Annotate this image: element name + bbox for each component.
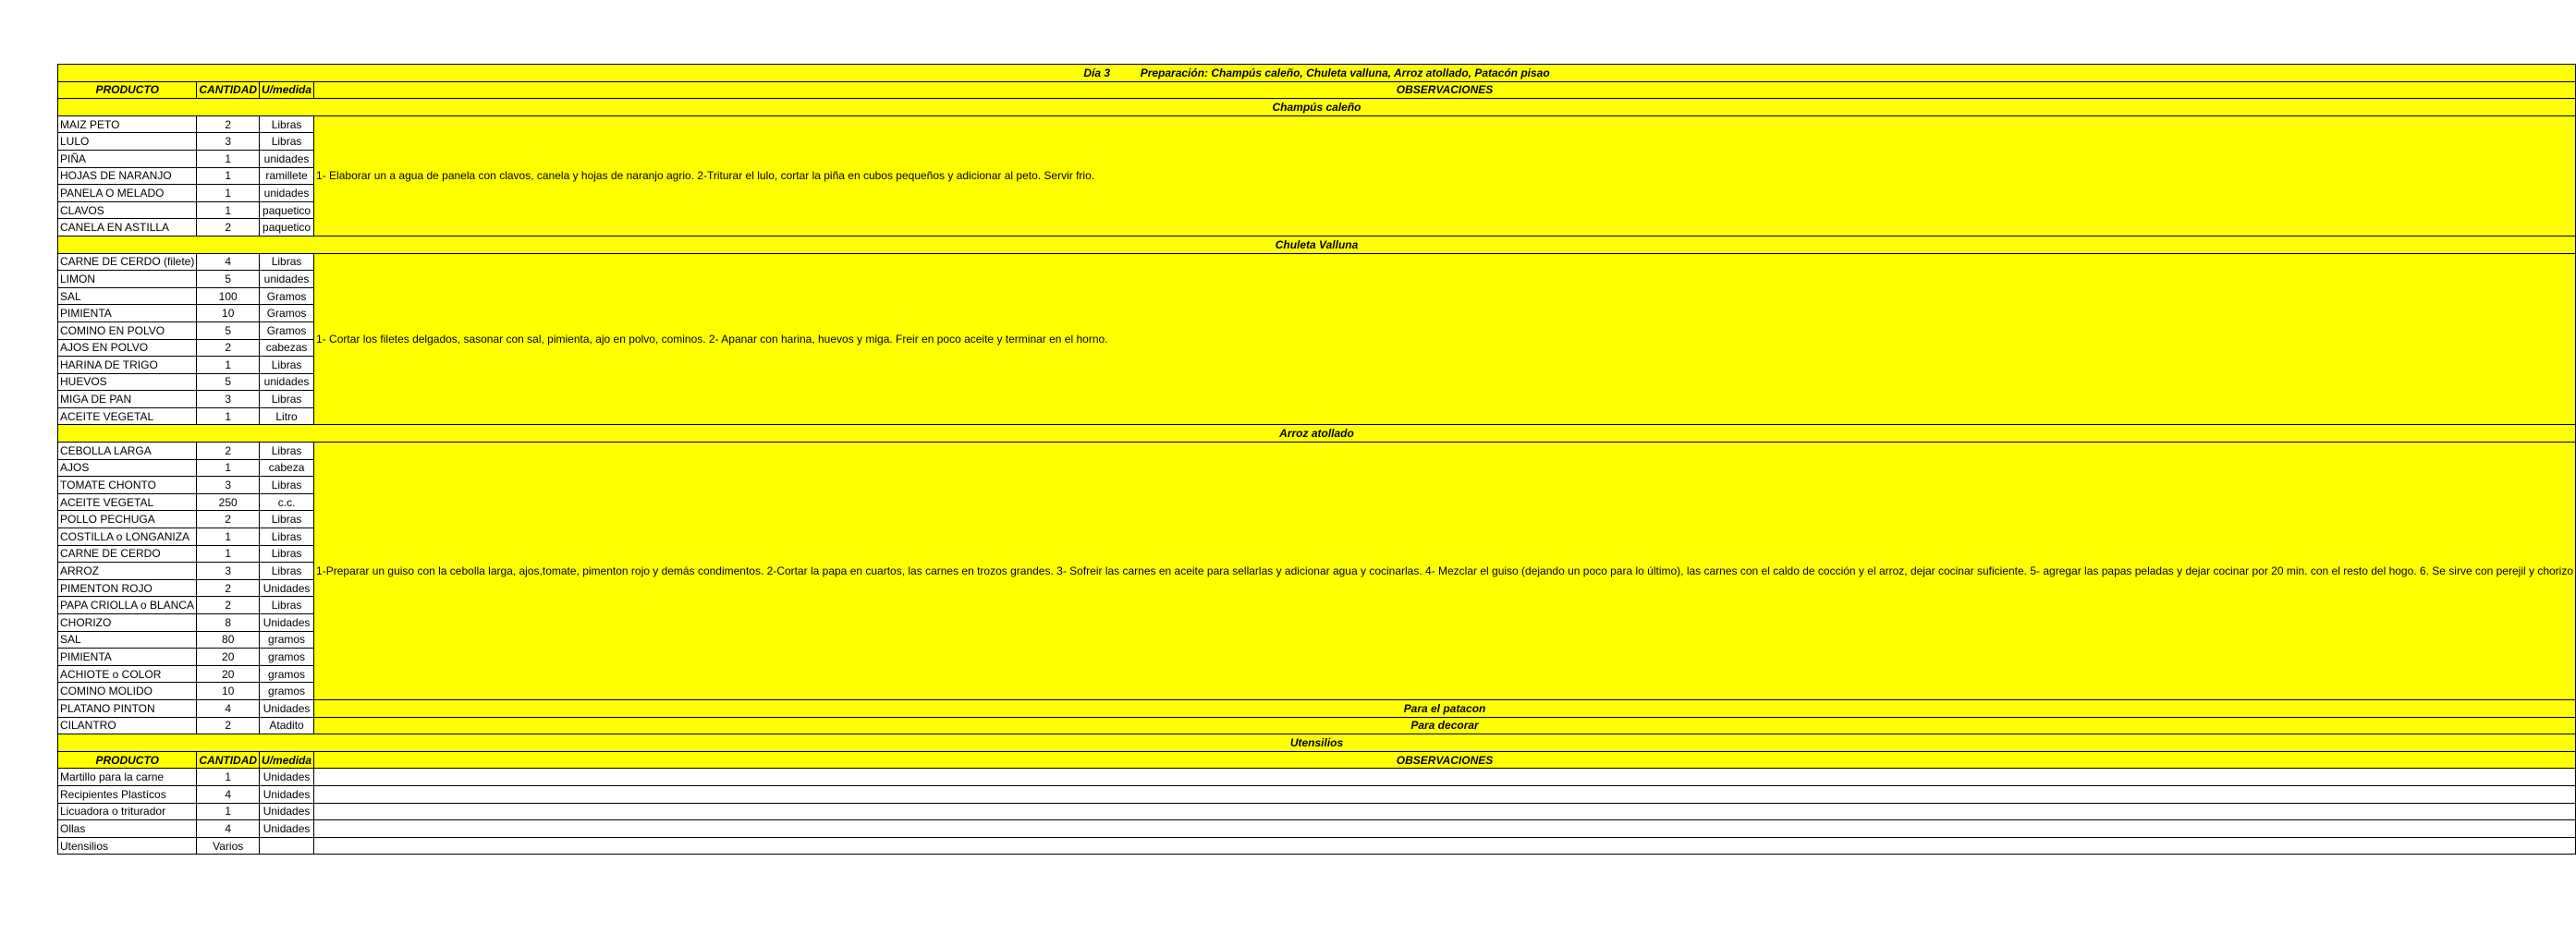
unit-cell: cabezas (260, 339, 314, 357)
product-cell: Licuadora o triturador (58, 803, 197, 820)
header-observaciones: OBSERVACIONES (314, 751, 2576, 769)
unit-cell: gramos (260, 683, 314, 700)
column-header-row (58, 81, 2576, 99)
unit-cell: unidades (260, 150, 314, 167)
section-title: Chuleta Valluna (58, 236, 2576, 253)
table-row (58, 769, 2576, 786)
unit-cell: Unidades (260, 785, 314, 803)
unit-cell: Litro (260, 407, 314, 425)
unit-cell: c.c. (260, 493, 314, 511)
quantity-cell: 10 (197, 683, 260, 700)
quantity-cell: 1 (197, 407, 260, 425)
unit-cell: ramillete (260, 167, 314, 185)
unit-cell: gramos (260, 665, 314, 683)
product-cell: ACEITE VEGETAL (58, 407, 197, 425)
quantity-cell: 2 (197, 339, 260, 357)
table-row (58, 837, 2576, 855)
product-cell: LIMON (58, 271, 197, 288)
product-cell: COMINO MOLIDO (58, 683, 197, 700)
quantity-cell: 20 (197, 649, 260, 666)
quantity-cell: 2 (197, 511, 260, 528)
quantity-cell: 1 (197, 545, 260, 563)
quantity-cell: 5 (197, 321, 260, 339)
empty-observation-cell (314, 837, 2576, 855)
unit-cell: paquetico (260, 219, 314, 236)
product-cell: PIMENTON ROJO (58, 579, 197, 597)
observation-cell: 1-Preparar un guiso con la cebolla larga, ajos,tomate, pimenton rojo y demás condimentos. 2-Cortar la papa en cuartos, las carnes en trozos grandes. 3- Sofreir las carnes en aceite para sellarlas y adicionar agua y cocinarlas. 4- Mezclar el guiso (dejando un poco para lo último), las carnes con el caldo de cocción y el arroz, dejar cocinar suficiente. 5- agregar las papas peladas y dejar cocinar por 20 min. con el resto del hogo. 6. Se sirve con perejil y chorizo (314, 443, 2576, 700)
unit-cell: Libras (260, 511, 314, 528)
section-header-row (58, 99, 2576, 116)
section-header-row (58, 425, 2576, 443)
column-header-row (58, 751, 2576, 769)
quantity-cell: 3 (197, 391, 260, 408)
unit-cell: cabeza (260, 459, 314, 477)
product-cell: CILANTRO (58, 717, 197, 734)
quantity-cell: 100 (197, 287, 260, 305)
observation-cell: 1- Cortar los filetes delgados, sasonar con sal, pimienta, ajo en polvo, cominos. 2- Apanar con harina, huevos y miga. Freir en poco aceite y terminar en el horno. (314, 253, 2576, 425)
quantity-cell: 5 (197, 373, 260, 391)
unit-cell: Libras (260, 545, 314, 563)
section-header-row (58, 236, 2576, 253)
table-row (58, 253, 2576, 271)
product-cell: TOMATE CHONTO (58, 477, 197, 494)
quantity-cell: 1 (197, 185, 260, 202)
unit-cell: Libras (260, 357, 314, 374)
section-title: Arroz atollado (58, 425, 2576, 443)
table-row (58, 699, 2576, 717)
quantity-cell: 3 (197, 133, 260, 151)
table-row (58, 717, 2576, 734)
product-cell: HARINA DE TRIGO (58, 357, 197, 374)
unit-cell: Gramos (260, 321, 314, 339)
product-cell: MAIZ PETO (58, 115, 197, 133)
quantity-cell: 1 (197, 357, 260, 374)
quantity-cell: 2 (197, 597, 260, 614)
quantity-cell: 1 (197, 150, 260, 167)
unit-cell: Libras (260, 597, 314, 614)
product-cell: AJOS (58, 459, 197, 477)
product-cell: PAPA CRIOLLA o BLANCA (58, 597, 197, 614)
header-cantidad: CANTIDAD (197, 81, 260, 99)
empty-observation-cell (314, 769, 2576, 786)
product-cell: LULO (58, 133, 197, 151)
header-unidad: U/medida (260, 81, 314, 99)
title-cell (58, 65, 2576, 82)
product-cell: ARROZ (58, 563, 197, 580)
product-cell: CHORIZO (58, 614, 197, 632)
unit-cell: gramos (260, 649, 314, 666)
product-cell: ACHIOTE o COLOR (58, 665, 197, 683)
quantity-cell: 1 (197, 167, 260, 185)
unit-cell: Libras (260, 391, 314, 408)
product-cell: PIMIENTA (58, 649, 197, 666)
product-cell: Ollas (58, 820, 197, 838)
unit-cell: Libras (260, 443, 314, 460)
product-cell: SAL (58, 287, 197, 305)
quantity-cell: 1 (197, 528, 260, 546)
quantity-cell: 250 (197, 493, 260, 511)
unit-cell: unidades (260, 271, 314, 288)
quantity-cell: 4 (197, 699, 260, 717)
table-row (58, 820, 2576, 838)
observation-cell: 1- Elaborar un a agua de panela con clavos, canela y hojas de naranjo agrio. 2-Triturar el lulo, cortar la piña en cubos pequeños y adicionar al peto. Servir frio. (314, 115, 2576, 236)
header-unidad: U/medida (260, 751, 314, 769)
note-cell: Para el patacon (314, 699, 2576, 717)
preparation-title: Preparación: Champús caleño, Chuleta valluna, Arroz atollado, Patacón pisao (1140, 66, 1550, 79)
product-cell: SAL (58, 631, 197, 649)
quantity-cell: 1 (197, 803, 260, 820)
unit-cell: paquetico (260, 201, 314, 219)
unit-cell: Unidades (260, 769, 314, 786)
quantity-cell: 5 (197, 271, 260, 288)
unit-cell: Atadito (260, 717, 314, 734)
product-cell: PANELA O MELADO (58, 185, 197, 202)
unit-cell: Libras (260, 477, 314, 494)
product-cell: Recipientes Plastícos (58, 785, 197, 803)
product-cell: COSTILLA o LONGANIZA (58, 528, 197, 546)
quantity-cell: Varios (197, 837, 260, 855)
unit-cell: Gramos (260, 305, 314, 322)
section-title: Utensilios (58, 734, 2576, 752)
product-cell: MIGA DE PAN (58, 391, 197, 408)
product-cell: POLLO PECHUGA (58, 511, 197, 528)
day-label: Día 3 (1083, 66, 1110, 79)
title-row (58, 65, 2576, 82)
product-cell: Martillo para la carne (58, 769, 197, 786)
table-row (58, 803, 2576, 820)
quantity-cell: 10 (197, 305, 260, 322)
quantity-cell: 2 (197, 115, 260, 133)
section-title: Champús caleño (58, 99, 2576, 116)
quantity-cell: 1 (197, 201, 260, 219)
quantity-cell: 8 (197, 614, 260, 632)
unit-cell: Libras (260, 133, 314, 151)
unit-cell: unidades (260, 185, 314, 202)
empty-observation-cell (314, 820, 2576, 838)
product-cell: AJOS EN POLVO (58, 339, 197, 357)
quantity-cell: 4 (197, 253, 260, 271)
product-cell: HOJAS DE NARANJO (58, 167, 197, 185)
unit-cell: Libras (260, 253, 314, 271)
unit-cell: Unidades (260, 803, 314, 820)
product-cell: Utensilios (58, 837, 197, 855)
unit-cell: Unidades (260, 579, 314, 597)
product-cell: ACEITE VEGETAL (58, 493, 197, 511)
quantity-cell: 4 (197, 785, 260, 803)
product-cell: HUEVOS (58, 373, 197, 391)
unit-cell: unidades (260, 373, 314, 391)
product-cell: CLAVOS (58, 201, 197, 219)
product-cell: CARNE DE CERDO (filete) (58, 253, 197, 271)
header-producto: PRODUCTO (58, 751, 197, 769)
quantity-cell: 20 (197, 665, 260, 683)
unit-cell: Libras (260, 115, 314, 133)
unit-cell: Unidades (260, 614, 314, 632)
quantity-cell: 2 (197, 579, 260, 597)
unit-cell (260, 837, 314, 855)
product-cell: CEBOLLA LARGA (58, 443, 197, 460)
quantity-cell: 2 (197, 443, 260, 460)
note-cell: Para decorar (314, 717, 2576, 734)
unit-cell: Gramos (260, 287, 314, 305)
unit-cell: gramos (260, 631, 314, 649)
recipe-sheet (57, 64, 2576, 855)
header-cantidad: CANTIDAD (197, 751, 260, 769)
quantity-cell: 1 (197, 459, 260, 477)
header-producto: PRODUCTO (58, 81, 197, 99)
unit-cell: Unidades (260, 820, 314, 838)
product-cell: PIÑA (58, 150, 197, 167)
table-row (58, 785, 2576, 803)
product-cell: PLATANO PINTON (58, 699, 197, 717)
quantity-cell: 3 (197, 477, 260, 494)
unit-cell: Unidades (260, 699, 314, 717)
empty-observation-cell (314, 803, 2576, 820)
product-cell: CANELA EN ASTILLA (58, 219, 197, 236)
sheet-body (58, 65, 2576, 855)
header-observaciones: OBSERVACIONES (314, 81, 2576, 99)
quantity-cell: 4 (197, 820, 260, 838)
table-row (58, 115, 2576, 133)
empty-observation-cell (314, 785, 2576, 803)
unit-cell: Libras (260, 563, 314, 580)
quantity-cell: 2 (197, 717, 260, 734)
quantity-cell: 2 (197, 219, 260, 236)
section-header-row (58, 734, 2576, 752)
product-cell: PIMIENTA (58, 305, 197, 322)
quantity-cell: 1 (197, 769, 260, 786)
quantity-cell: 3 (197, 563, 260, 580)
product-cell: COMINO EN POLVO (58, 321, 197, 339)
unit-cell: Libras (260, 528, 314, 546)
product-cell: CARNE DE CERDO (58, 545, 197, 563)
table-row (58, 443, 2576, 460)
quantity-cell: 80 (197, 631, 260, 649)
